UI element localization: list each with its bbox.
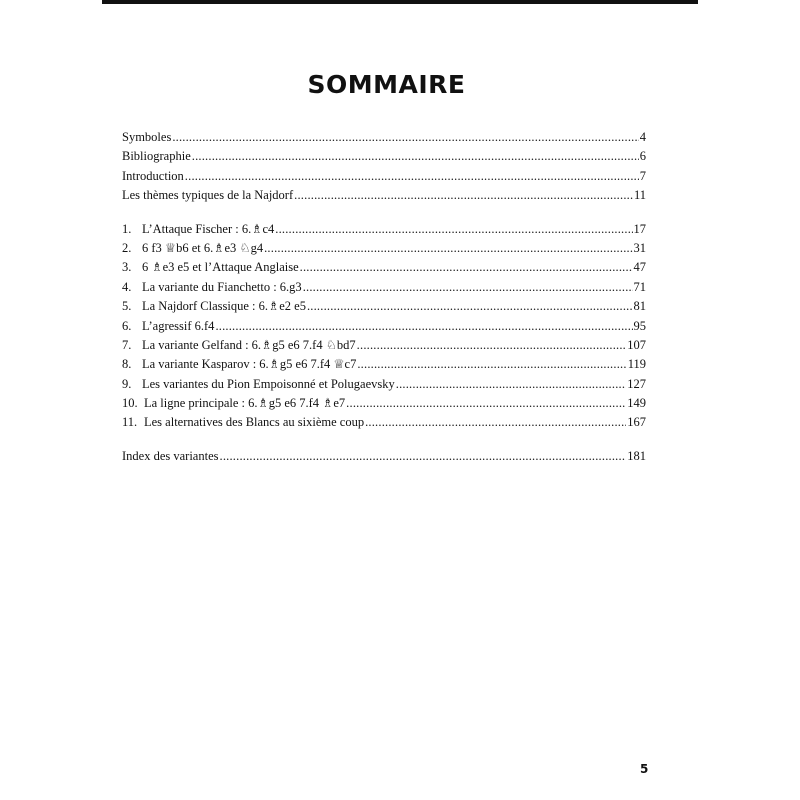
toc-entry-label: Les thèmes typiques de la Najdorf [122, 188, 294, 203]
top-rule [102, 0, 698, 4]
toc-entry-themes[interactable] [122, 186, 646, 205]
back-matter-group [122, 447, 646, 466]
dot-leader [264, 239, 632, 258]
toc-entry-label: L’agressif 6.f4 [142, 318, 215, 333]
toc-chapter-8[interactable] [122, 355, 646, 374]
page-title: SOMMAIRE [307, 70, 466, 99]
toc-entry-page: 11 [633, 188, 646, 203]
toc-entry-label: 6 f3 ♕b6 et 6.♗e3 ♘g4 [142, 240, 264, 255]
toc-entry-label: L’Attaque Fischer : 6.♗c4 [142, 221, 275, 236]
toc-entry-label: Les alternatives des Blancs au sixième coup [144, 415, 365, 430]
toc-entry-label: Bibliographie [122, 149, 191, 164]
toc-entry-label: Symboles [122, 130, 172, 144]
toc-entry-label: La variante Kasparov : 6.♗g5 e6 7.f4 ♕c7 [142, 357, 357, 372]
dot-leader [357, 336, 627, 355]
toc-entry-bibliographie[interactable] [122, 147, 646, 166]
chapter-number: 5. [122, 299, 132, 314]
chapter-number: 2. [122, 240, 132, 255]
toc-entry-label: Introduction [122, 168, 184, 183]
toc-entry-page: 95 [633, 318, 646, 333]
toc-chapter-1[interactable] [122, 220, 646, 239]
front-matter-group [122, 128, 646, 206]
dot-leader [303, 278, 633, 297]
chapter-number: 4. [122, 279, 132, 294]
toc-chapter-9[interactable] [122, 375, 646, 394]
toc-entry-introduction[interactable] [122, 167, 646, 186]
toc-entry-label: La ligne principale : 6.♗g5 e6 7.f4 ♗e7 [144, 396, 346, 411]
dot-leader [294, 186, 633, 205]
chapter-number: 3. [122, 260, 132, 275]
dot-leader [307, 297, 633, 316]
chapter-number: 8. [122, 357, 132, 372]
page-number: 5 [640, 762, 649, 776]
toc-entry-page: 119 [627, 357, 646, 372]
chapter-number: 11. [122, 415, 138, 430]
toc-entry-page: 167 [627, 415, 646, 430]
toc-chapter-2[interactable] [122, 239, 646, 258]
chapter-number: 7. [122, 337, 132, 352]
dot-leader [365, 413, 626, 432]
table-of-contents [122, 128, 646, 466]
toc-entry-symboles[interactable] [122, 128, 646, 147]
toc-entry-page: 31 [633, 240, 646, 255]
dot-leader [357, 355, 626, 374]
toc-entry-label: 6 ♗e3 e5 et l’Attaque Anglaise [142, 260, 299, 275]
chapter-number: 10. [122, 396, 138, 411]
chapter-number: 9. [122, 376, 132, 391]
toc-entry-page: 6 [639, 149, 646, 164]
toc-chapter-10[interactable] [122, 394, 646, 413]
toc-entry-page: 7 [639, 168, 646, 183]
toc-chapter-6[interactable] [122, 317, 646, 336]
dot-leader [185, 167, 639, 186]
toc-entry-page: 181 [627, 448, 646, 463]
toc-entry-index[interactable] [122, 447, 646, 466]
dot-leader [396, 375, 627, 394]
toc-entry-page: 149 [627, 396, 646, 411]
dot-leader [300, 258, 633, 277]
toc-entry-label: La Najdorf Classique : 6.♗e2 e5 [142, 299, 306, 314]
dot-leader [275, 220, 632, 239]
toc-chapter-7[interactable] [122, 336, 646, 355]
toc-entry-label: La variante du Fianchetto : 6.g3 [142, 279, 302, 294]
dot-leader [220, 447, 627, 466]
toc-chapter-4[interactable] [122, 278, 646, 297]
toc-entry-page: 127 [627, 376, 646, 391]
dot-leader [192, 147, 639, 166]
toc-entry-label: Les variantes du Pion Empoisonné et Polugaevsky [142, 376, 395, 391]
toc-chapter-3[interactable] [122, 258, 646, 277]
toc-chapter-11[interactable] [122, 413, 646, 432]
chapters-group [122, 220, 646, 433]
toc-entry-page: 71 [633, 279, 646, 294]
dot-leader [215, 317, 632, 336]
toc-entry-page: 107 [627, 337, 646, 352]
chapter-number: 6. [122, 318, 132, 333]
toc-entry-page: 81 [633, 299, 646, 314]
chapter-number: 1. [122, 221, 132, 236]
toc-entry-label: La variante Gelfand : 6.♗g5 e6 7.f4 ♘bd7 [142, 337, 356, 352]
dot-leader [346, 394, 626, 413]
dot-leader [172, 128, 638, 147]
toc-entry-page: 4 [639, 130, 646, 144]
toc-entry-page: 47 [633, 260, 646, 275]
toc-entry-page: 17 [633, 221, 646, 236]
toc-entry-label: Index des variantes [122, 448, 219, 463]
toc-chapter-5[interactable] [122, 297, 646, 316]
